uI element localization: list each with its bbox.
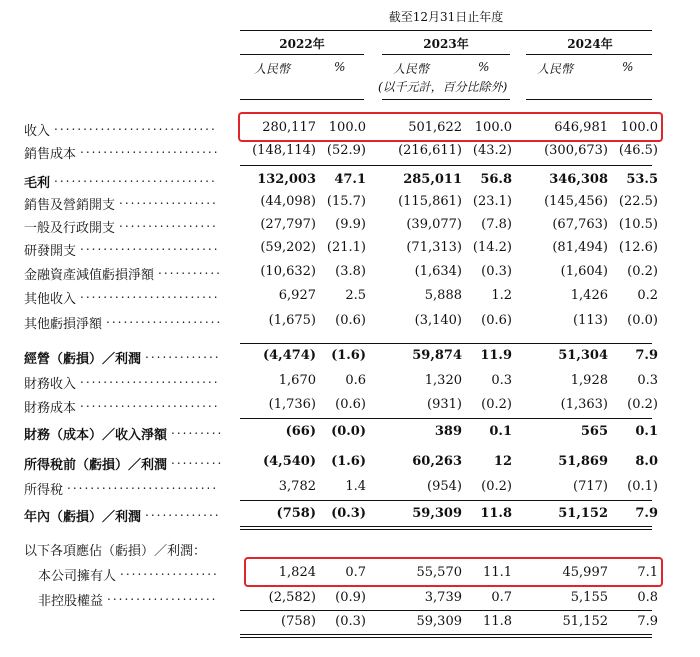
- table-cell: (0.0): [627, 313, 658, 328]
- col-pct-2022: %: [334, 60, 346, 74]
- leader-dots: ...........: [158, 263, 222, 277]
- table-cell: (43.2): [472, 143, 512, 158]
- table-cell: (52.9): [326, 143, 366, 158]
- table-cell: 1,670: [278, 373, 316, 388]
- table-cell: (3.8): [335, 264, 366, 279]
- row-label: 年內（虧損）／利潤: [24, 510, 142, 525]
- row-label: 經營（虧損）／利潤: [24, 352, 142, 367]
- table-cell: 55,570: [416, 565, 462, 580]
- table-cell: (4,474): [262, 348, 316, 363]
- row-label: 銷售成本: [24, 147, 77, 162]
- leader-dots: ........................: [80, 287, 220, 301]
- leader-dots: ..........................: [67, 478, 219, 492]
- table-cell: (1,736): [268, 397, 316, 412]
- table-cell: 7.9: [635, 348, 658, 363]
- table-cell: (1,604): [560, 264, 608, 279]
- table-cell: (0.6): [335, 397, 366, 412]
- year-2023-rule: [382, 54, 510, 55]
- leader-dots: ........................: [80, 372, 220, 386]
- rule-double-2: [240, 529, 652, 530]
- table-cell: (216,611): [398, 143, 462, 158]
- table-cell: (2,582): [268, 590, 316, 605]
- row-label: 財務成本: [24, 401, 77, 416]
- col-rmb-2023: 人民幣: [393, 62, 430, 76]
- table-cell: 59,309: [416, 614, 462, 629]
- table-cell: 0.6: [345, 373, 366, 388]
- table-cell: (0.3): [335, 614, 366, 629]
- leader-dots: ........................: [80, 142, 220, 156]
- unit-note: (以千元計，百分比除外): [378, 80, 508, 94]
- row-label: 研發開支: [24, 244, 77, 259]
- table-cell: (758): [276, 506, 316, 521]
- table-cell: 1,928: [570, 373, 608, 388]
- table-cell: 1,426: [570, 288, 608, 303]
- table-cell: (9.9): [335, 217, 366, 232]
- table-cell: (1.6): [331, 454, 366, 469]
- table-cell: 100.0: [474, 120, 512, 135]
- leader-dots: ............................: [54, 119, 217, 133]
- table-cell: (0.1): [627, 479, 658, 494]
- rule-after-other-loss: [240, 343, 652, 344]
- table-cell: (1.6): [331, 348, 366, 363]
- rule-after-fin-cost: [240, 418, 652, 419]
- table-cell: (71,313): [406, 240, 462, 255]
- year-2022-header: 2022年: [279, 37, 325, 51]
- rule-final-2: [240, 637, 652, 638]
- rule-double-1: [240, 526, 652, 527]
- table-cell: 0.7: [345, 565, 366, 580]
- table-cell: 100.0: [620, 120, 658, 135]
- header-rule-2022: [240, 99, 364, 100]
- table-cell: 0.7: [491, 590, 512, 605]
- table-cell: 1,824: [278, 565, 316, 580]
- header-rule-2024: [526, 99, 652, 100]
- table-cell: 8.0: [635, 454, 658, 469]
- table-cell: 132,003: [257, 172, 316, 187]
- row-label: 財務收入: [24, 377, 77, 392]
- table-cell: (0.6): [481, 313, 512, 328]
- table-cell: 0.3: [491, 373, 512, 388]
- col-pct-2024: %: [622, 60, 634, 74]
- table-cell: 51,152: [562, 614, 608, 629]
- table-cell: 47.1: [334, 172, 366, 187]
- leader-dots: ............................: [54, 171, 217, 185]
- table-cell: 45,997: [562, 565, 608, 580]
- table-cell: (10,632): [260, 264, 316, 279]
- leader-dots: .............: [145, 347, 221, 361]
- table-cell: (15.7): [326, 194, 366, 209]
- table-cell: 1,320: [424, 373, 462, 388]
- table-cell: (21.1): [326, 240, 366, 255]
- table-cell: 60,263: [412, 454, 462, 469]
- leader-dots: ...................: [107, 589, 218, 603]
- year-2024-rule: [526, 54, 652, 55]
- table-cell: 51,152: [558, 506, 608, 521]
- table-cell: (10.5): [618, 217, 658, 232]
- table-cell: (23.1): [472, 194, 512, 209]
- table-cell: (59,202): [260, 240, 316, 255]
- table-cell: 51,869: [558, 454, 608, 469]
- table-cell: (931): [427, 397, 462, 412]
- row-label: 所得稅前（虧損）／利潤: [24, 458, 168, 473]
- table-cell: (3,140): [414, 313, 462, 328]
- table-cell: (0.2): [627, 397, 658, 412]
- table-cell: 0.1: [489, 424, 512, 439]
- table-cell: (44,098): [260, 194, 316, 209]
- table-cell: (115,861): [398, 194, 462, 209]
- table-cell: (0.3): [481, 264, 512, 279]
- row-label: 毛利: [24, 176, 51, 191]
- table-cell: (1,675): [268, 313, 316, 328]
- table-cell: 7.9: [637, 614, 658, 629]
- col-pct-2023: %: [478, 60, 490, 74]
- rule-final-1: [240, 634, 652, 635]
- table-cell: 11.9: [480, 348, 512, 363]
- table-cell: (0.9): [335, 590, 366, 605]
- table-cell: 11.8: [480, 506, 512, 521]
- table-cell: (81,494): [552, 240, 608, 255]
- table-cell: 56.8: [480, 172, 512, 187]
- table-cell: (145,456): [544, 194, 608, 209]
- row-label: 所得稅: [24, 483, 64, 498]
- table-cell: 5,888: [424, 288, 462, 303]
- table-cell: (12.6): [618, 240, 658, 255]
- table-cell: (0.6): [335, 313, 366, 328]
- table-cell: 100.0: [328, 120, 366, 135]
- table-cell: 59,874: [412, 348, 462, 363]
- table-cell: 285,011: [403, 172, 462, 187]
- table-cell: (954): [427, 479, 462, 494]
- table-cell: 2.5: [345, 288, 366, 303]
- row-label: 金融資產減值虧損淨額: [24, 268, 155, 283]
- row-label: 本公司擁有人: [38, 569, 117, 584]
- table-cell: 11.8: [483, 614, 512, 629]
- table-cell: (113): [573, 313, 608, 328]
- table-cell: 0.2: [637, 288, 658, 303]
- row-label: 一般及行政開支: [24, 221, 116, 236]
- table-cell: (717): [573, 479, 608, 494]
- leader-dots: .................: [120, 564, 219, 578]
- table-cell: 0.1: [635, 424, 658, 439]
- row-label: 財務（成本）／收入淨額: [24, 428, 168, 443]
- table-cell: 12: [493, 454, 512, 469]
- leader-dots: .........: [171, 423, 224, 437]
- table-cell: 565: [580, 424, 608, 439]
- header-rule-2023: [382, 99, 510, 100]
- table-cell: 1.2: [491, 288, 512, 303]
- leader-dots: .........: [171, 453, 224, 467]
- row-label: 其他收入: [24, 292, 77, 307]
- row-label: 非控股權益: [38, 594, 104, 609]
- table-cell: 6,927: [278, 288, 316, 303]
- table-cell: 11.1: [483, 565, 512, 580]
- leader-dots: .................: [119, 216, 218, 230]
- table-cell: (0.0): [331, 424, 366, 439]
- leader-dots: ....................: [106, 312, 223, 326]
- table-cell: 346,308: [549, 172, 608, 187]
- table-cell: (4,540): [262, 454, 316, 469]
- table-cell: (46.5): [618, 143, 658, 158]
- table-cell: 646,981: [554, 120, 608, 135]
- table-cell: (1,363): [560, 397, 608, 412]
- table-cell: 5,155: [570, 590, 608, 605]
- table-cell: 501,622: [408, 120, 462, 135]
- leader-dots: .................: [119, 193, 218, 207]
- table-cell: (22.5): [618, 194, 658, 209]
- row-label: 收入: [24, 124, 51, 139]
- table-cell: 3,739: [424, 590, 462, 605]
- rule-before-total: [240, 610, 652, 611]
- table-cell: 3,782: [278, 479, 316, 494]
- table-cell: (300,673): [544, 143, 608, 158]
- table-cell: 280,117: [262, 120, 316, 135]
- row-label: 以下各項應佔（虧損）／利潤：: [24, 544, 207, 559]
- table-cell: (14.2): [472, 240, 512, 255]
- table-cell: (27,797): [260, 217, 316, 232]
- leader-dots: ........................: [80, 239, 220, 253]
- leader-dots: ........................: [80, 396, 220, 410]
- table-cell: 7.9: [635, 506, 658, 521]
- col-rmb-2022: 人民幣: [254, 62, 291, 76]
- row-label: 其他虧損淨額: [24, 317, 103, 332]
- table-cell: 1.4: [345, 479, 366, 494]
- leader-dots: .............: [145, 505, 221, 519]
- table-cell: (66): [285, 424, 316, 439]
- period-header: 截至12月31日止年度: [388, 10, 504, 24]
- rule-after-tax: [240, 500, 652, 501]
- table-cell: (1,634): [414, 264, 462, 279]
- table-cell: 0.3: [637, 373, 658, 388]
- table-cell: 7.1: [637, 565, 658, 580]
- table-cell: 51,304: [558, 348, 608, 363]
- rule-after-cost: [240, 165, 652, 166]
- table-cell: (0.2): [481, 479, 512, 494]
- table-cell: (7.8): [481, 217, 512, 232]
- year-2023-header: 2023年: [423, 37, 469, 51]
- table-cell: 59,309: [412, 506, 462, 521]
- table-cell: 53.5: [626, 172, 658, 187]
- year-2024-header: 2024年: [567, 37, 613, 51]
- year-2022-rule: [240, 54, 364, 55]
- table-cell: (0.3): [331, 506, 366, 521]
- table-cell: (39,077): [406, 217, 462, 232]
- table-cell: (148,114): [252, 143, 316, 158]
- period-rule: [240, 30, 652, 31]
- table-cell: (67,763): [552, 217, 608, 232]
- table-cell: (0.2): [481, 397, 512, 412]
- row-label: 銷售及營銷開支: [24, 198, 116, 213]
- col-rmb-2024: 人民幣: [537, 62, 574, 76]
- table-cell: (0.2): [627, 264, 658, 279]
- table-cell: 389: [434, 424, 462, 439]
- table-cell: (758): [281, 614, 316, 629]
- table-cell: 0.8: [637, 590, 658, 605]
